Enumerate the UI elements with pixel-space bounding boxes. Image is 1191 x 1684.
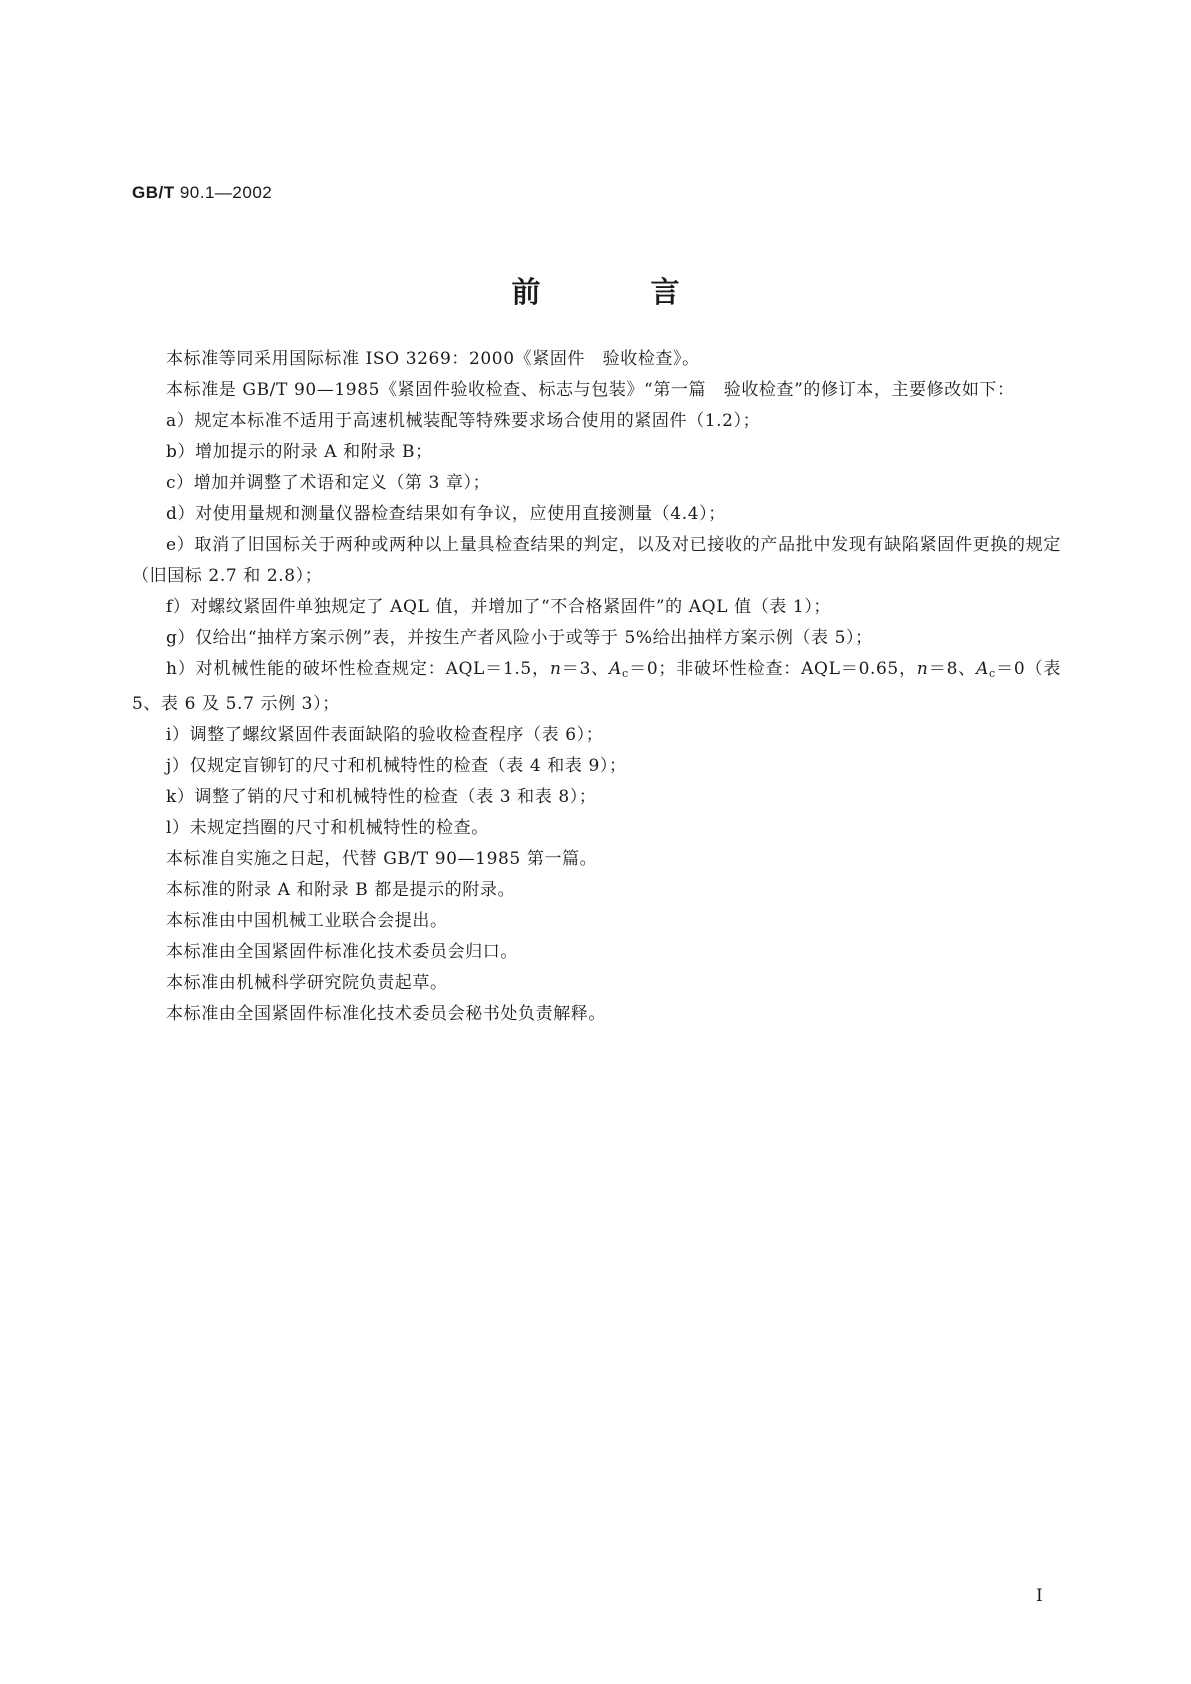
- h-variable-n-2: n: [916, 659, 929, 679]
- standard-code: [132, 183, 272, 203]
- standard-prefix: GB/T: [132, 183, 175, 202]
- change-item-a: a）规定本标准不适用于高速机械装配等特殊要求场合使用的紧固件（1.2）；: [166, 411, 761, 431]
- h-variable-a-2: A: [976, 659, 990, 679]
- h-text-3: ＝0；非破坏性检查：AQL＝0.65，: [628, 659, 917, 679]
- page-number: I: [1036, 1586, 1043, 1606]
- paragraph-replacement: 本标准自实施之日起，代替 GB/T 90—1985 第一篇。: [166, 849, 598, 869]
- change-item-k: k）调整了销的尺寸和机械特性的检查（表 3 和表 8）；: [166, 787, 597, 807]
- h-text-5: ＝0（表 5、表 6 及 5.7 示例 3）；: [132, 659, 1062, 714]
- title-char-1: 前: [511, 275, 541, 309]
- paragraph-revision: 本标准是 GB/T 90—1985《紧固件验收检查、标志与包装》“第一篇 验收检查”的修订本，主要修改如下：: [166, 380, 1015, 400]
- foreword-body: [132, 344, 1061, 1030]
- change-item-d: d）对使用量规和测量仪器检查结果如有争议，应使用直接测量（4.4）；: [166, 504, 726, 524]
- h-text-2: ＝3、: [561, 659, 610, 679]
- h-text-1: h）对机械性能的破坏性检查规定：AQL＝1.5，: [166, 659, 550, 679]
- change-item-g: g）仅给出“抽样方案示例”表，并按生产者风险小于或等于 5%给出抽样方案示例（表 5）；: [166, 628, 873, 648]
- page-title: [0, 270, 1191, 311]
- change-item-h: [132, 654, 1061, 720]
- change-item-i: i）调整了螺纹紧固件表面缺陷的验收检查程序（表 6）；: [166, 725, 604, 745]
- paragraph-centralized: 本标准由全国紧固件标准化技术委员会归口。: [166, 942, 518, 962]
- change-item-b: b）增加提示的附录 A 和附录 B；: [166, 442, 433, 462]
- paragraph-adoption: 本标准等同采用国际标准 ISO 3269：2000《紧固件 验收检查》。: [166, 349, 700, 369]
- change-item-j: j）仅规定盲铆钉的尺寸和机械特性的检查（表 4 和表 9）；: [166, 756, 627, 776]
- paragraph-proposer: 本标准由中国机械工业联合会提出。: [166, 911, 448, 931]
- change-item-e: e）取消了旧国标关于两种或两种以上量具检查结果的判定，以及对已接收的产品批中发现有缺陷紧固件更换的规定（旧国标 2.7 和 2.8）；: [132, 535, 1061, 586]
- h-variable-n-1: n: [549, 659, 562, 679]
- title-char-2: 言: [650, 275, 680, 309]
- paragraph-interpretation: 本标准由全国紧固件标准化技术委员会秘书处负责解释。: [166, 1004, 606, 1024]
- h-subscript-1: c: [622, 667, 629, 680]
- change-item-l: l）未规定挡圈的尺寸和机械特性的检查。: [166, 818, 489, 838]
- paragraph-annexes: 本标准的附录 A 和附录 B 都是提示的附录。: [166, 880, 516, 900]
- change-item-c: c）增加并调整了术语和定义（第 3 章）；: [166, 473, 491, 493]
- h-text-4: ＝8、: [928, 659, 977, 679]
- h-variable-a-1: A: [609, 659, 623, 679]
- change-item-f: f）对螺纹紧固件单独规定了 AQL 值，并增加了“不合格紧固件”的 AQL 值（表 1）；: [166, 597, 832, 617]
- h-subscript-2: c: [989, 667, 996, 680]
- paragraph-drafter: 本标准由机械科学研究院负责起草。: [166, 973, 448, 993]
- standard-number: 90.1—2002: [179, 183, 273, 202]
